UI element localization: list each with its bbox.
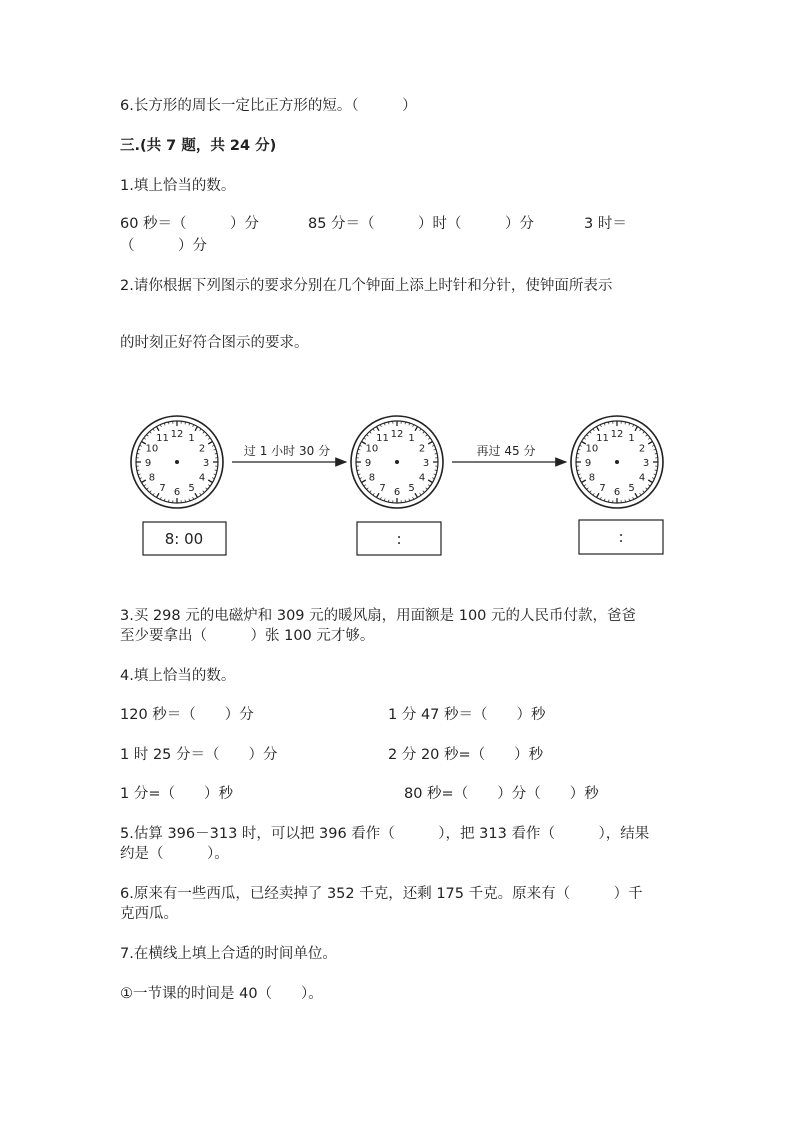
clock-number: 4 [638,472,646,484]
clock-number: 8 [148,472,156,484]
clock-number: 6 [613,487,621,498]
clock-number: 6 [393,487,401,498]
clock-number: 12 [610,429,624,440]
clock-number: 8 [588,472,596,484]
question-4-r3b: 80 秒=（ ）分（ ）秒 [404,786,599,802]
prev-question-6: 6.长方形的周长一定比正方形的短。（ ） [120,98,417,114]
question-5-line-1: 5.估算 396－313 时，可以把 396 看作（ ），把 313 看作（ ），结果 [120,826,650,842]
clock-number: 3 [422,458,430,469]
question-4-r2b: 2 分 20 秒=（ ）秒 [388,747,544,763]
clock-number: 12 [390,429,404,440]
question-1-part-b: 85 分＝（ ）时（ ）分 [308,216,535,232]
clock-number: 11 [156,432,169,444]
clock-number: 8 [368,472,376,484]
clock-number: 10 [145,443,159,455]
clock-number: 3 [642,458,650,469]
question-1-part-a: 60 秒＝（ ）分 [120,216,260,232]
clock-number: 2 [638,443,646,455]
clock-number: 11 [376,432,389,444]
time-box-2-text: : [396,530,402,548]
clock-face-2 [351,416,443,508]
arrow-2-label: 再过 45 分 [476,444,536,458]
question-7-title: 7.在横线上填上合适的时间单位。 [120,946,337,962]
clock-face-3 [571,416,663,508]
question-3-line-2: 至少要拿出（ ）张 100 元才够。 [120,628,375,644]
question-1-title: 1.填上恰当的数。 [120,178,236,194]
clock-number: 9 [584,458,592,469]
clock-diagram [0,400,794,580]
clock-number: 10 [365,443,379,455]
clock-number: 7 [159,483,166,495]
question-2-line-2: 的时刻正好符合图示的要求。 [120,335,309,351]
clock-face-1 [131,416,223,508]
question-4-r1a: 120 秒＝（ ）分 [120,707,254,723]
section-3-header: 三.(共 7 题，共 24 分) [120,138,277,154]
clock-center-dot [395,460,399,464]
question-4-r3a: 1 分=（ ）秒 [120,786,233,802]
question-5-line-2: 约是（ ）。 [120,846,229,862]
clock-number: 5 [628,483,635,495]
arrow-1-label: 过 1 小时 30 分 [243,444,331,458]
clock-number: 5 [408,483,415,495]
clock-number: 7 [599,483,606,495]
clock-number: 11 [596,432,609,444]
question-6-line-1: 6.原来有一些西瓜，已经卖掉了 352 千克，还剩 175 千克。原来有（ ）千 [120,886,643,902]
clock-number: 1 [408,432,415,444]
clock-number: 5 [188,483,195,495]
question-3-line-1: 3.买 298 元的电磁炉和 309 元的暖风扇，用面额是 100 元的人民币付款，爸爸 [120,608,637,624]
clock-center-dot [615,460,619,464]
clock-number: 2 [418,443,426,455]
question-1-part-c-cont: （ ）分 [120,238,207,254]
clock-number: 9 [364,458,372,469]
time-box-1-text: 8: 00 [164,530,204,548]
clock-number: 1 [188,432,195,444]
clock-number: 6 [173,487,181,498]
time-box-3-text: : [618,528,624,546]
question-2-line-1: 2.请你根据下列图示的要求分别在几个钟面上添上时针和分针，使钟面所表示 [120,278,613,294]
clock-center-dot [175,460,179,464]
clock-number: 1 [628,432,635,444]
question-4-r2a: 1 时 25 分＝（ ）分 [120,747,278,763]
clock-number: 7 [379,483,386,495]
question-6-line-2: 克西瓜。 [120,906,178,922]
clock-number: 10 [585,443,599,455]
question-7-item-1: ①一节课的时间是 40（ ）。 [120,986,323,1002]
clock-number: 3 [202,458,210,469]
clock-number: 12 [170,429,184,440]
clock-number: 9 [144,458,152,469]
clock-number: 4 [198,472,206,484]
question-4-r1b: 1 分 47 秒＝（ ）秒 [388,707,546,723]
question-4-title: 4.填上恰当的数。 [120,668,236,684]
clock-number: 2 [198,443,206,455]
clock-number: 4 [418,472,426,484]
question-1-part-c: 3 时＝ [584,216,627,232]
